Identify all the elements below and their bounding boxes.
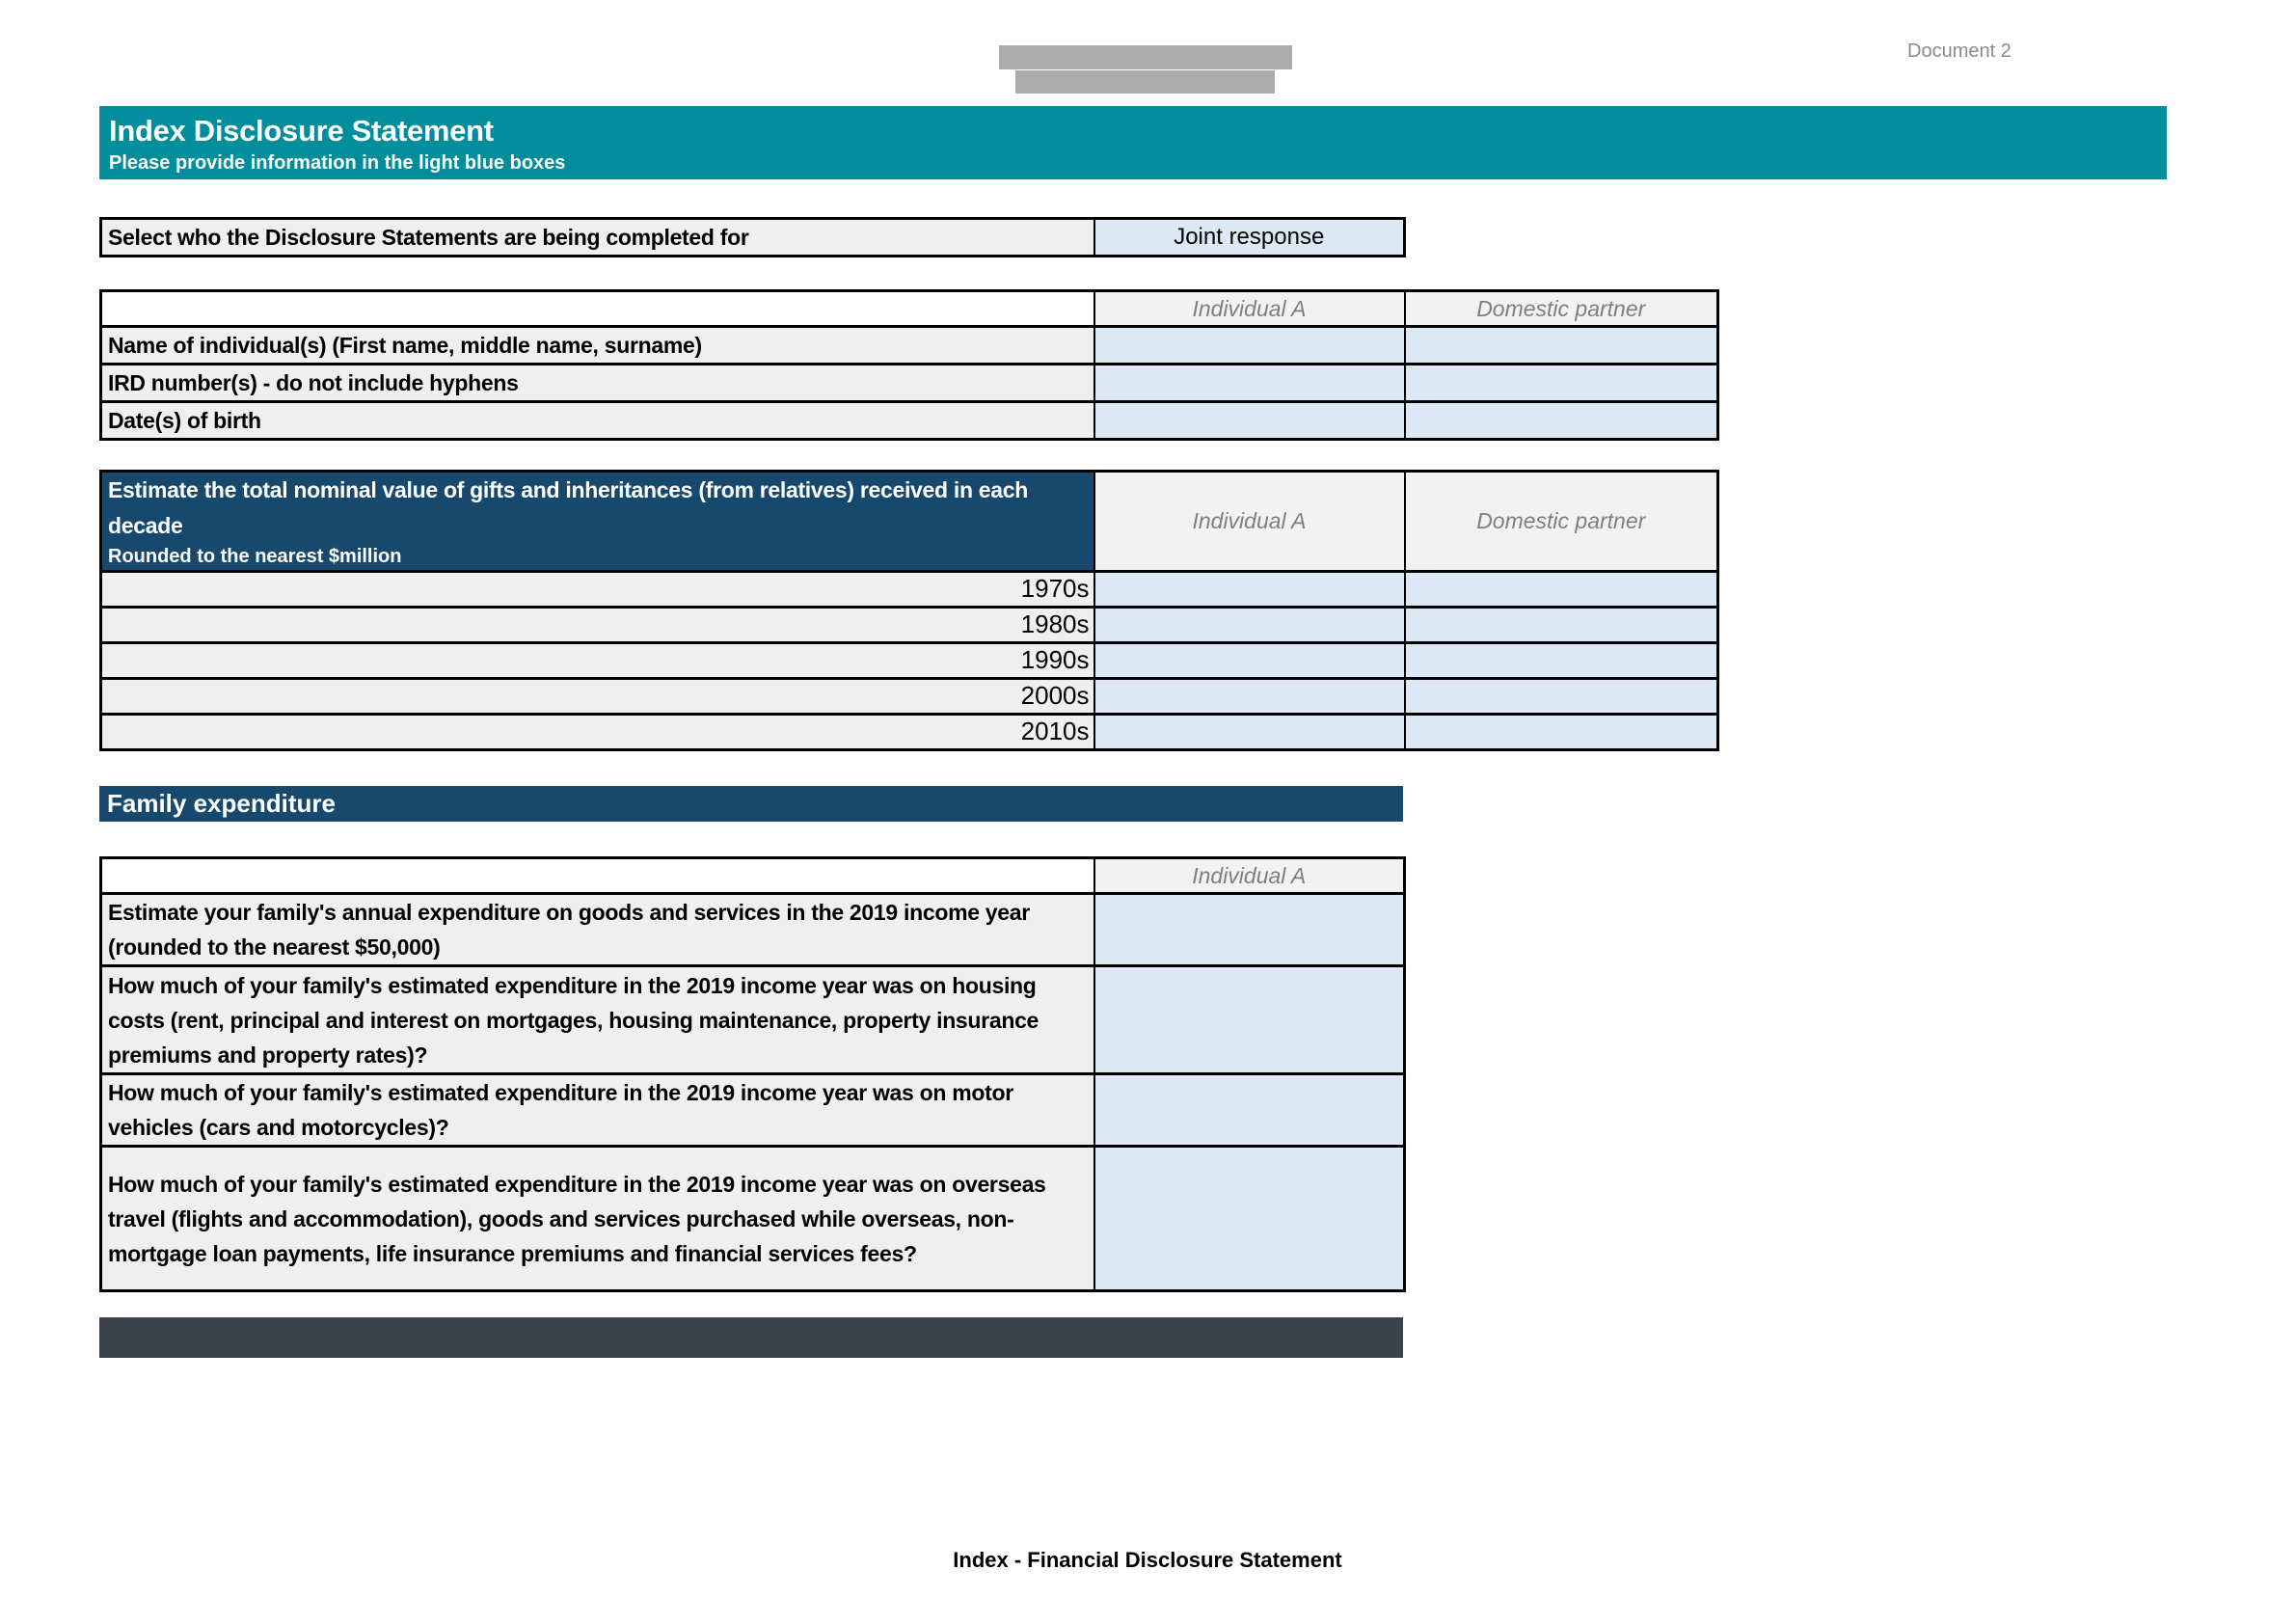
- gifts-section-title: Estimate the total nominal value of gifts and inheritances (from relatives) received in each decade: [101, 472, 1094, 545]
- decade-1980s-label: 1980s: [101, 607, 1094, 642]
- table-row: [101, 642, 1718, 678]
- gifts-1980s-individual-a-input[interactable]: [1094, 607, 1405, 642]
- page-title: Index Disclosure Statement: [109, 114, 494, 148]
- expenditure-overseas-input[interactable]: [1094, 1147, 1405, 1291]
- name-individual-a-input[interactable]: [1094, 327, 1405, 365]
- decade-1990s-label: 1990s: [101, 642, 1094, 678]
- decade-2010s-label: 2010s: [101, 714, 1094, 749]
- table-row: [101, 1147, 1405, 1291]
- expenditure-housing-label: How much of your family's estimated expenditure in the 2019 income year was on housing costs (rent, principal and interest on mortgages, housing maintenance, property insurance premiums and property rates)?: [101, 966, 1094, 1074]
- family-expenditure-section-header: Family expenditure: [99, 786, 1403, 822]
- gifts-2010s-domestic-partner-input[interactable]: [1405, 714, 1718, 749]
- gifts-1990s-individual-a-input[interactable]: [1094, 642, 1405, 678]
- table-row: [101, 327, 1718, 365]
- column-header-domestic-partner: Domestic partner: [1405, 472, 1718, 572]
- document-number-label: Document 2: [1907, 41, 2012, 62]
- gifts-1990s-domestic-partner-input[interactable]: [1405, 642, 1718, 678]
- expenditure-housing-input[interactable]: [1094, 966, 1405, 1074]
- table-row: [101, 402, 1718, 440]
- table-row: [101, 894, 1405, 966]
- expenditure-motor-vehicles-input[interactable]: [1094, 1074, 1405, 1147]
- expenditure-total-label: Estimate your family's annual expenditure on goods and services in the 2019 income year (rounded to the nearest $50,000): [101, 894, 1094, 966]
- column-header-individual-a: Individual A: [1094, 472, 1405, 572]
- column-header-domestic-partner: Domestic partner: [1405, 291, 1718, 327]
- date-of-birth-label: Date(s) of birth: [101, 402, 1094, 440]
- table-row: [101, 966, 1405, 1074]
- sheet-footer-title: Index - Financial Disclosure Statement: [953, 1548, 1342, 1572]
- table-row: [101, 291, 1718, 327]
- expenditure-overseas-label: How much of your family's estimated expenditure in the 2019 income year was on overseas travel (flights and accommodation), goods and services purchased while overseas, non-mortgage loan payments, life insurance premiums and financial services fees?: [101, 1147, 1094, 1291]
- table-row: [101, 678, 1718, 714]
- table-row: [101, 607, 1718, 642]
- gifts-2000s-individual-a-input[interactable]: [1094, 678, 1405, 714]
- column-header-individual-a: Individual A: [1094, 858, 1405, 894]
- table-row: [101, 858, 1405, 894]
- expenditure-total-input[interactable]: [1094, 894, 1405, 966]
- page-subtitle: Please provide information in the light blue boxes: [109, 152, 566, 174]
- expenditure-motor-vehicles-label: How much of your family's estimated expenditure in the 2019 income year was on motor vehicles (cars and motorcycles)?: [101, 1074, 1094, 1147]
- table-row: [101, 571, 1718, 607]
- table-row: [101, 714, 1718, 749]
- table-row: [101, 472, 1718, 545]
- ird-domestic-partner-input[interactable]: [1405, 365, 1718, 402]
- empty-corner-cell: [101, 291, 1094, 327]
- ird-individual-a-input[interactable]: [1094, 365, 1405, 402]
- personal-details-table: [99, 289, 1719, 441]
- completed-for-label: Select who the Disclosure Statements are being completed for: [101, 219, 1094, 257]
- redaction-bar-bottom: [1015, 70, 1275, 94]
- gifts-inheritances-table: [99, 470, 1719, 751]
- title-banner: [99, 106, 2167, 179]
- completed-for-table: [99, 217, 1406, 257]
- gifts-section-subtitle: Rounded to the nearest $million: [101, 544, 1094, 571]
- gifts-2010s-individual-a-input[interactable]: [1094, 714, 1405, 749]
- ird-number-label: IRD number(s) - do not include hyphens: [101, 365, 1094, 402]
- dob-domestic-partner-input[interactable]: [1405, 402, 1718, 440]
- bottom-divider-band: [99, 1317, 1403, 1358]
- gifts-2000s-domestic-partner-input[interactable]: [1405, 678, 1718, 714]
- name-domestic-partner-input[interactable]: [1405, 327, 1718, 365]
- family-expenditure-table: [99, 856, 1406, 1292]
- name-label: Name of individual(s) (First name, middle name, surname): [101, 327, 1094, 365]
- decade-1970s-label: 1970s: [101, 571, 1094, 607]
- column-header-individual-a: Individual A: [1094, 291, 1405, 327]
- table-row: [101, 219, 1405, 257]
- decade-2000s-label: 2000s: [101, 678, 1094, 714]
- gifts-1970s-domestic-partner-input[interactable]: [1405, 571, 1718, 607]
- table-row: [101, 1074, 1405, 1147]
- completed-for-select[interactable]: Joint response: [1094, 219, 1405, 257]
- empty-corner-cell: [101, 858, 1094, 894]
- dob-individual-a-input[interactable]: [1094, 402, 1405, 440]
- gifts-1980s-domestic-partner-input[interactable]: [1405, 607, 1718, 642]
- redaction-bar-top: [999, 45, 1292, 69]
- gifts-1970s-individual-a-input[interactable]: [1094, 571, 1405, 607]
- table-row: [101, 365, 1718, 402]
